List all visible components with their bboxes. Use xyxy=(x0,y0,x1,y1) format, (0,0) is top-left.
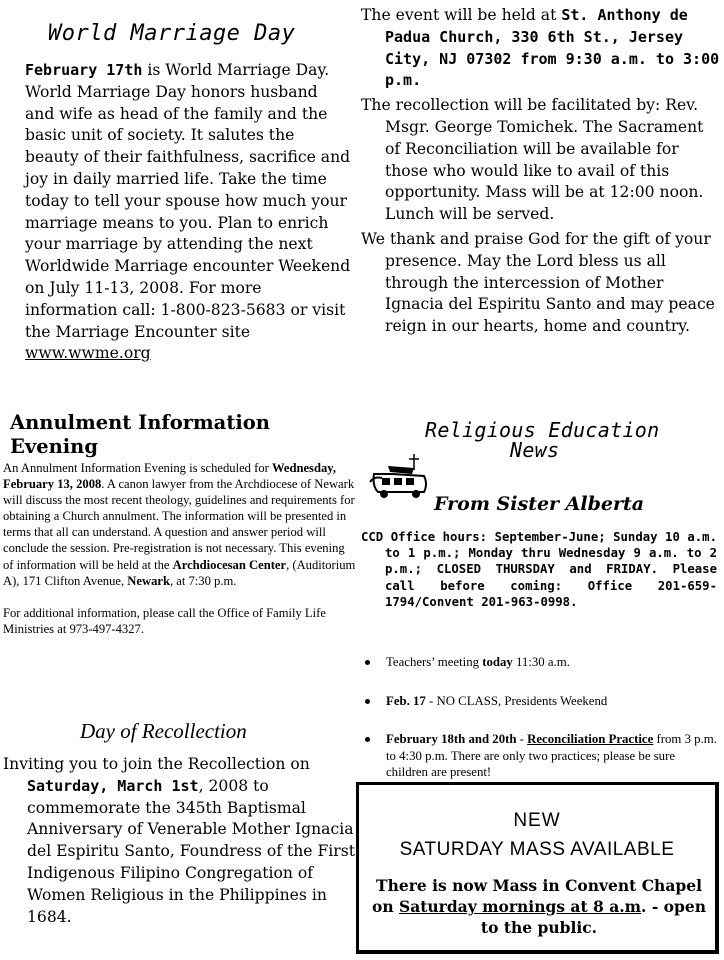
ann-text-c: , (Auditorium A), 171 Clifton Avenue, xyxy=(3,557,356,588)
event-text-a: The event will be held at xyxy=(361,6,562,24)
rec-date: Saturday, March 1st xyxy=(27,776,199,795)
bullet1-text: Teachers’ meeting xyxy=(386,655,483,669)
religious-ed-bullets xyxy=(362,654,717,803)
ann-city: Newark xyxy=(127,573,170,588)
bullet3-dash: - xyxy=(516,732,528,746)
list-item xyxy=(362,731,717,781)
list-item xyxy=(362,693,717,710)
event-venue: St. Anthony de Padua Church, 330 6th St., Jersey City, NJ 07302 from 9:30 a.m. to 3:00 p.m. xyxy=(385,6,720,90)
mass-subtitle: SATURDAY MASS AVAILABLE xyxy=(399,839,675,860)
annulment-title: Annulment Information Evening xyxy=(10,411,270,458)
ann-date: Wednesday, February 13, 2008 xyxy=(3,461,337,492)
saturday-mass-box xyxy=(356,782,719,954)
ann-text-a: An Annulment Information Evening is scheduled for xyxy=(3,461,272,475)
ann-text-b: . A canon lawyer from the Archdiocese of Newark will discuss the most recent theology, guidelines and requirements for obtaining a Church annulment. The information will be presented in terms that all can understand. A question and answer period will conclude the session. Pre-registration is not necessary. This evening of information will be held at the xyxy=(3,477,355,572)
sister-alberta-heading: From Sister Alberta xyxy=(434,493,645,515)
bullet2-text: - NO CLASS, Presidents Weekend xyxy=(425,693,608,708)
religious-education-title xyxy=(425,420,715,460)
bullet3-dates: February 18th and 20th xyxy=(386,732,517,746)
event-location xyxy=(361,5,721,92)
mass-new-label: NEW xyxy=(513,810,561,831)
bullet1-time: 11:30 a.m. xyxy=(512,655,570,669)
annulment-paragraph xyxy=(3,460,356,589)
bullet2-date: Feb. 17 xyxy=(386,693,426,708)
ann-place: Archdiocesan Center xyxy=(172,557,287,572)
wmd-date: February 17th xyxy=(25,61,143,79)
annulment-body xyxy=(3,460,356,637)
annulment-contact: For additional information, please call the Office of Family Life Ministries at 973-497-4327. xyxy=(3,605,326,636)
wwme-link[interactable]: www.wwme.org xyxy=(25,344,151,363)
rec-text-b: , 2008 to commemorate the 345th Baptismal Anniversary of Venerable Mother Ignacia del Espiritu Santo, Foundress of the First Indigenous Filipino Congregation of Women Religious in the Philippines in 1684. xyxy=(27,776,356,926)
ccd-paragraph: CCD Office hours: September-June; Sunday 10 a.m. to 1 p.m.; Monday thru Wednesday 9 a.m. to 2 p.m.; CLOSED THURSDAY and FRIDAY. Please call before coming: Office 201-659-1794/Convent 201-963-0998. xyxy=(361,530,717,609)
recollection-title: Day of Recollection xyxy=(80,719,247,743)
mass-announcement xyxy=(369,875,709,938)
event-thanks: We thank and praise God for the gift of your presence. May the Lord bless us all through the intercession of Mother Ignacia del Espiritu Santo and may peace reign in our hearts, home and country. xyxy=(361,229,715,336)
rel-title-line1: Religious Education xyxy=(425,418,660,442)
mass-time: Saturday mornings at 8 a.m xyxy=(399,897,642,916)
list-item xyxy=(362,654,717,671)
ann-text-d: , at 7:30 p.m. xyxy=(169,573,237,588)
school-bus-icon xyxy=(368,452,432,500)
event-facilitator: The recollection will be facilitated by: Rev. Msgr. George Tomichek. The Sacrament of Reconciliation will be available for those who would like to avail of this opportunity. Mass will be at 12:00 noon. Lunch will be served. xyxy=(361,96,704,224)
rel-title-line2: News xyxy=(510,438,560,462)
bullet3-reconciliation: Reconciliation Practice xyxy=(527,732,654,746)
mass-text-a: There is now Mass in Convent Chapel on xyxy=(372,876,702,916)
world-marriage-day-title: World Marriage Day xyxy=(48,21,296,46)
recollection-paragraph xyxy=(3,754,357,928)
ccd-office-hours xyxy=(361,529,717,610)
mass-text-c: . - open to the public. xyxy=(480,897,706,937)
world-marriage-day-body xyxy=(25,60,351,365)
bullet3-text: from 3 p.m. to 4:30 p.m. There are only two practices; please be sure children are present! xyxy=(386,732,717,779)
recollection-body xyxy=(3,754,357,928)
event-details xyxy=(361,5,721,341)
bullet1-today: today xyxy=(482,655,513,669)
rec-text-a: Inviting you to join the Recollection on xyxy=(3,755,310,773)
wmd-text: is World Marriage Day. World Marriage Day honors husband and wife as head of the family and the basic unit of society. It salutes the beauty of their faithfulness, sacrifice and joy in daily married life. Take the time today to tell your spouse how much your marriage means to you. Plan to enrich your marriage by attending the next Worldwide Marriage encounter Weekend on July 11-13, 2008. For more information call: 1-800-823-5683 or visit the Marriage Encounter site xyxy=(25,61,351,341)
